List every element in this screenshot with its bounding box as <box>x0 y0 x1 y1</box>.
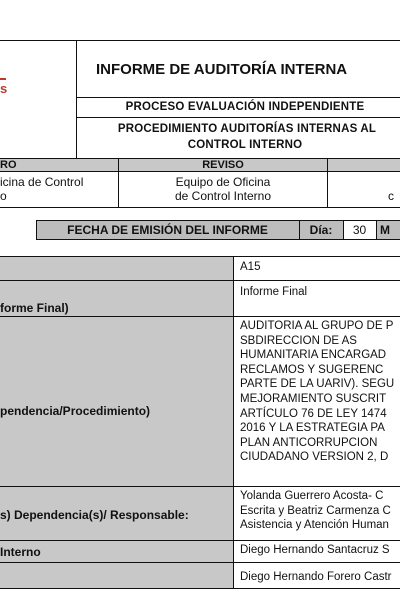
row-3-line-5: PARTE DE LA UARIV). SEGU <box>240 378 395 391</box>
table-top <box>0 256 400 257</box>
row-3-line-10: CIUDADANO VERSION 2, D <box>240 451 389 464</box>
row-1-line-1: A15 <box>240 261 261 273</box>
emission-day-label: Día: <box>309 223 333 237</box>
row-3-line-9: PLAN ANTICORRUPCION <box>240 436 378 449</box>
header-top-border <box>0 40 400 41</box>
row-4-label: s) Dependencia(s)/ Responsable: <box>0 508 189 522</box>
row-6-line-1: Diego Hernando Forero Castr <box>240 571 392 583</box>
approval-col1-header: RO <box>0 159 17 171</box>
table-bottom <box>0 588 400 589</box>
report-title: INFORME DE AUDITORÍA INTERNA <box>96 61 348 78</box>
approval-col1-line2: o <box>0 189 7 203</box>
row-4-bottom <box>0 540 400 541</box>
row-3-line-2: SBDIRECCION DE AS <box>240 334 357 347</box>
process-label: PROCESO EVALUACIÓN INDEPENDIENTE <box>125 101 365 113</box>
row-3-line-3: HUMANITARIA ENCARGAD <box>240 349 387 362</box>
emission-left <box>36 220 37 240</box>
emission-month-label: M <box>380 223 390 237</box>
row-3-bottom <box>0 486 400 487</box>
row-4-value <box>240 489 400 533</box>
row-2-label: forme Final) <box>0 301 69 315</box>
row-3-line-7: ARTÍCULO 76 DE LEY 1474 <box>240 407 387 420</box>
row-5-line-1: Diego Hernando Santacruz S <box>240 544 390 556</box>
row-3-label: pendencia/Procedimiento) <box>0 404 151 418</box>
logo <box>0 80 12 100</box>
row-6-value <box>240 570 400 585</box>
row-3-value <box>240 319 400 465</box>
logo-mark <box>0 78 6 80</box>
approval-col1-line1: icina de Control <box>0 175 84 189</box>
procedure-label-line1: PROCEDIMIENTO AUDITORÍAS INTERNAS AL <box>117 123 377 135</box>
header-bottom-border <box>0 158 400 159</box>
row-2-bottom <box>0 316 400 317</box>
row-4-line-3: Asistencia y Atención Human <box>240 519 389 532</box>
header-process-bottom <box>76 117 400 118</box>
emission-divider-1 <box>299 220 300 240</box>
row-1-value <box>240 260 400 275</box>
emission-divider-3 <box>376 220 377 240</box>
header-logo-divider <box>76 40 77 159</box>
row-4-line-2: Escrita y Beatriz Carmenza C <box>240 504 391 517</box>
row-1-bottom <box>0 280 400 281</box>
emission-bottom <box>36 239 400 240</box>
approval-header-bottom <box>0 171 400 172</box>
row-3-line-4: RECLAMOS Y SUGERENC <box>240 363 384 376</box>
approval-bottom <box>0 207 400 208</box>
row-5-label: Interno <box>0 545 41 559</box>
approval-divider-1 <box>118 158 119 208</box>
emission-day-value: 30 <box>352 223 367 237</box>
procedure-label-line2: CONTROL INTERNO <box>187 139 303 151</box>
row-5-value <box>240 543 400 558</box>
emission-divider-2 <box>343 220 344 240</box>
approval-col2-line1: Equipo de Oficina <box>175 175 271 189</box>
header-title-bottom <box>76 97 400 98</box>
approval-divider-2 <box>327 158 328 208</box>
approval-col2-line2: de Control Interno <box>174 189 272 203</box>
logo-text: s <box>0 81 8 96</box>
row-5-bottom <box>0 562 400 563</box>
row-2-line-1: Informe Final <box>240 286 308 298</box>
row-4-line-1: Yolanda Guerrero Acosta- C <box>240 490 384 502</box>
table-column-divider <box>233 256 234 588</box>
row-3-line-6: MEJORAMIENTO SUSCRIT <box>240 392 387 405</box>
row-2-value <box>240 285 400 300</box>
emission-top <box>36 220 400 221</box>
approval-col2-header: REVISO <box>202 159 244 171</box>
row-3-line-1: AUDITORIA AL GRUPO DE P <box>240 320 394 332</box>
emission-date-label: FECHA DE EMISIÓN DEL INFORME <box>67 223 268 237</box>
approval-col3-line2: c <box>388 189 394 203</box>
row-3-line-8: 2016 Y LA ESTRATEGIA PA <box>240 422 385 435</box>
